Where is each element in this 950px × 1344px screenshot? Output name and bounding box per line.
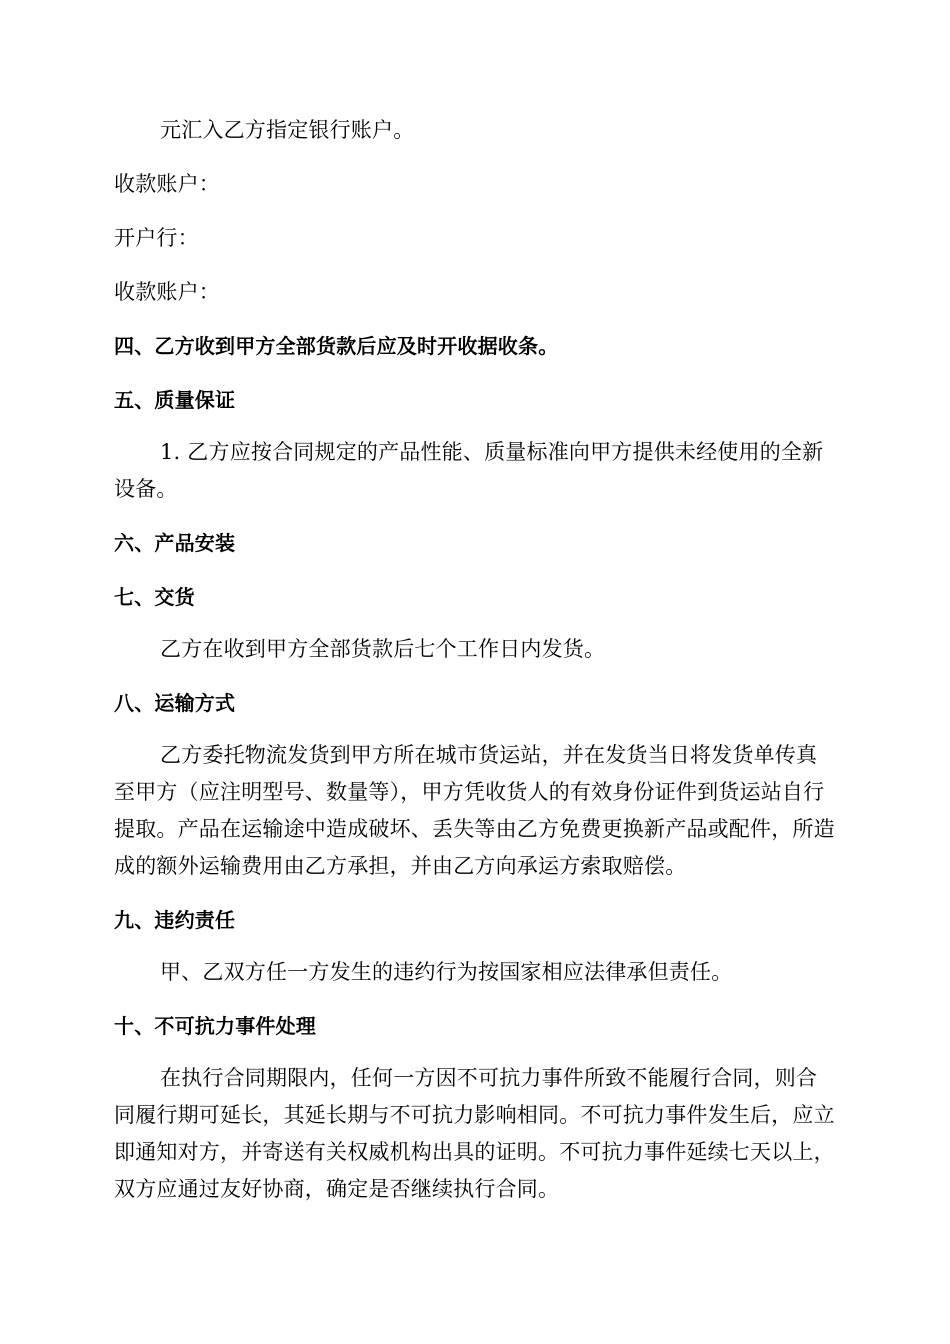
section-4-title: 四、乙方收到甲方全部货款后应及时开收据收条。 (114, 334, 559, 358)
section-8-body: 乙方委托物流发货到甲方所在城市货运站，并在发货当日将发货单传真至甲方（应注明型号、数量等），甲方凭收货人的有效身份证件到货运站自行提取。产品在运输途中造成破坏、丢失等由乙方免费更换新产品或配件，所造成的额外运输费用由乙方承担，并由乙方向承运方索取赔偿。 (114, 743, 835, 878)
section-8-title: 八、运输方式 (114, 691, 236, 715)
section-10-body: 在执行合同期限内，任何一方因不可抗力事件所致不能履行合同，则合同履行期可延长，其延长期与不可抗力影响相同。不可抗力事件发生后，应立即通知对方，并寄送有关权威机构出具的证明。不可抗力事件延续七天以上，双方应通过友好协商，确定是否继续执行合同。 (114, 1066, 835, 1201)
section-7-title: 七、交货 (114, 585, 195, 609)
section-9-body: 甲、乙双方任一方发生的违约行为按国家相应法律承但责任。 (160, 960, 733, 984)
section-6-title: 六、产品安装 (114, 531, 236, 555)
account-label-2: 收款账户： (114, 280, 220, 304)
payment-line: 元汇入乙方指定银行账户。 (160, 118, 415, 142)
section-9-title: 九、违约责任 (114, 908, 236, 932)
section-5-title: 五、质量保证 (114, 388, 236, 412)
section-10-title: 十、不可抗力事件处理 (114, 1014, 316, 1038)
section-5-body: 1. 乙方应按合同规定的产品性能、质量标准向甲方提供未经使用的全新设备。 (114, 440, 824, 501)
section-7-body: 乙方在收到甲方全部货款后七个工作日内发货。 (160, 637, 606, 661)
bank-label: 开户行： (114, 226, 199, 250)
account-label-1: 收款账户： (114, 172, 220, 196)
